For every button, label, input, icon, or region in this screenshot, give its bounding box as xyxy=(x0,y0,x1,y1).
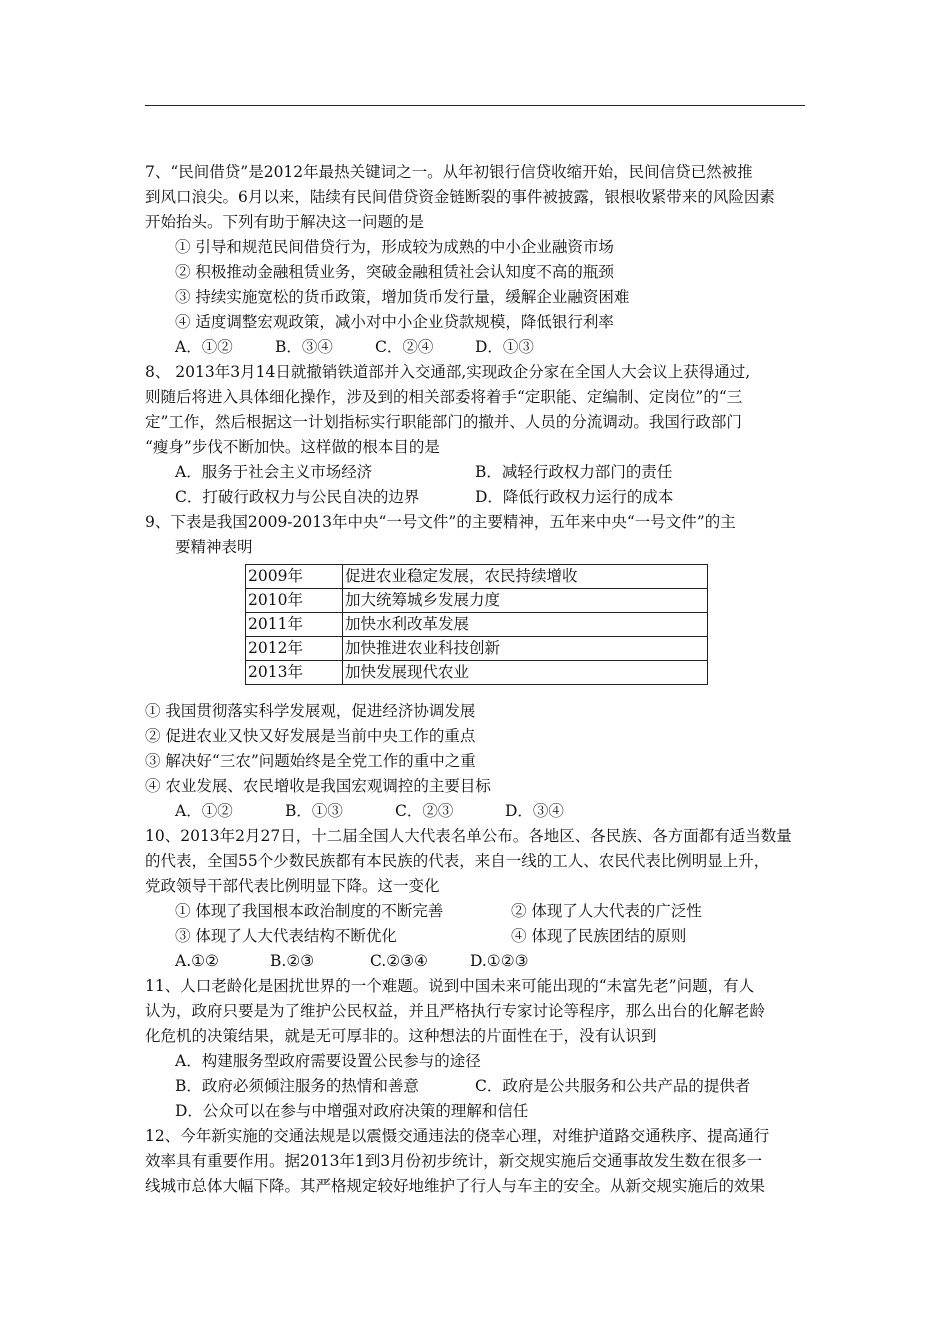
question-11 xyxy=(145,974,815,1124)
question-text: 效率具有重要作用。据2013年1到3月份初步统计，新交规实施后交通事故发生数在很多一 xyxy=(145,1152,763,1170)
table-cell-text: 促进农业稳定发展，农民持续增收 xyxy=(343,565,708,589)
table-cell-year: 2009年 xyxy=(246,565,343,589)
option-item: ④ 农业发展、农民增收是我国宏观调控的主要目标 xyxy=(145,777,491,795)
table-cell-text: 加大统筹城乡发展力度 xyxy=(343,589,708,613)
question-text: 定”工作，然后根据这一计划指标实行职能部门的撤并、人员的分流调动。我国行政部门 xyxy=(145,413,742,431)
question-7 xyxy=(145,160,815,360)
choice-d: D.①②③ xyxy=(470,952,529,970)
question-text: 10、2013年2月27日，十二届全国人大代表名单公布。各地区、各民族、各方面都有适当数量 xyxy=(145,827,792,845)
question-text: 的代表，全国55个少数民族都有本民族的代表，来自一线的工人、农民代表比例明显上升， xyxy=(145,852,770,870)
choice-c: C．政府是公共服务和公共产品的提供者 xyxy=(475,1077,751,1095)
question-text: 8、 2013年3月14日就撤销铁道部并入交通部,实现政企分家在全国人大会议上获得通过, xyxy=(145,363,751,381)
option-row xyxy=(145,899,815,924)
option-item: ④ 体现了民族团结的原则 xyxy=(511,927,687,945)
option-item: ② 积极推动金融租赁业务，突破金融租赁社会认知度不高的瓶颈 xyxy=(175,263,614,281)
question-text: 到风口浪尖。6月以来，陆续有民间借贷资金链断裂的事件被披露，银根收紧带来的风险因素 xyxy=(145,188,775,206)
table-row xyxy=(246,613,708,637)
question-text: 11、人口老龄化是困扰世界的一个难题。说到中国未来可能出现的“未富先老”问题，有人 xyxy=(145,977,755,995)
choice-b: B.②③ xyxy=(270,952,315,970)
table-cell-text: 加快推进农业科技创新 xyxy=(343,637,708,661)
table-cell-year: 2011年 xyxy=(246,613,343,637)
choice-b: B．减轻行政权力部门的责任 xyxy=(475,463,673,481)
choice-d: D．降低行政权力运行的成本 xyxy=(475,488,674,506)
policy-table xyxy=(245,564,708,685)
question-text: 开始抬头。下列有助于解决这一问题的是 xyxy=(145,213,425,231)
option-item: ③ 解决好“三农”问题始终是全党工作的重中之重 xyxy=(145,752,476,770)
table-row xyxy=(246,637,708,661)
option-item: ① 体现了我国根本政治制度的不断完善 xyxy=(175,902,444,920)
option-item: ③ 持续实施宽松的货币政策，增加货币发行量，缓解企业融资困难 xyxy=(175,288,630,306)
option-item: ② 体现了人大代表的广泛性 xyxy=(511,902,702,920)
question-9 xyxy=(145,510,815,824)
table-cell-text: 加快水利改革发展 xyxy=(343,613,708,637)
choice-a: A.①② xyxy=(175,952,219,970)
question-10 xyxy=(145,824,815,974)
answer-choices xyxy=(145,1074,815,1099)
choice-c: C.②③④ xyxy=(370,952,428,970)
answer-choices xyxy=(145,460,815,485)
option-item: ③ 体现了人大代表结构不断优化 xyxy=(175,927,397,945)
option-item: ① 引导和规范民间借贷行为，形成较为成熟的中小企业融资市场 xyxy=(175,238,614,256)
table-cell-year: 2012年 xyxy=(246,637,343,661)
answer-choices xyxy=(145,335,815,360)
choice-a: A．服务于社会主义市场经济 xyxy=(175,463,373,481)
choice-d: D．公众可以在参与中增强对政府决策的理解和信任 xyxy=(175,1102,529,1120)
question-text: 7、“民间借贷”是2012年最热关键词之一。从年初银行信贷收缩开始，民间信贷已然被推 xyxy=(145,163,753,181)
question-text: 要精神表明 xyxy=(175,538,253,556)
question-text: 线城市总体大幅下降。其严格规定较好地维护了行人与车主的安全。从新交规实施后的效果 xyxy=(145,1177,766,1195)
table-cell-year: 2013年 xyxy=(246,661,343,685)
choice-c: C．②③ xyxy=(395,802,454,820)
table-row xyxy=(246,661,708,685)
question-text: 12、今年新实施的交通法规是以震慑交通违法的侥幸心理，对维护道路交通秩序、提高通行 xyxy=(145,1127,770,1145)
choice-a: A．①② xyxy=(175,802,233,820)
question-text: 认为，政府只要是为了维护公民权益，并且严格执行专家讨论等程序，那么出台的化解老龄 xyxy=(145,1002,766,1020)
question-8 xyxy=(145,360,815,510)
header-rule xyxy=(145,105,805,106)
question-text: 化危机的决策结果，就是无可厚非的。这种想法的片面性在于，没有认识到 xyxy=(145,1027,657,1045)
option-item: ① 我国贯彻落实科学发展观，促进经济协调发展 xyxy=(145,702,476,720)
choice-a: A．①② xyxy=(175,338,233,356)
exam-page xyxy=(145,160,815,1199)
choice-b: B．政府必须倾注服务的热情和善意 xyxy=(175,1077,419,1095)
option-item: ② 促进农业又快又好发展是当前中央工作的重点 xyxy=(145,727,476,745)
question-text: “瘦身”步伐不断加快。这样做的根本目的是 xyxy=(145,438,440,456)
table-row xyxy=(246,565,708,589)
choice-b: B．③④ xyxy=(275,338,333,356)
choice-a: A．构建服务型政府需要设置公民参与的途径 xyxy=(175,1052,481,1070)
answer-choices xyxy=(145,949,815,974)
answer-choices xyxy=(145,485,815,510)
choice-d: D．③④ xyxy=(505,802,564,820)
option-item: ④ 适度调整宏观政策，减小对中小企业贷款规模，降低银行利率 xyxy=(175,313,614,331)
table-cell-text: 加快发展现代农业 xyxy=(343,661,708,685)
table-row xyxy=(246,589,708,613)
table-cell-year: 2010年 xyxy=(246,589,343,613)
option-row xyxy=(145,924,815,949)
choice-c: C．②④ xyxy=(375,338,434,356)
choice-d: D．①③ xyxy=(475,338,534,356)
question-text: 党政领导干部代表比例明显下降。这一变化 xyxy=(145,877,440,895)
choice-b: B．①③ xyxy=(285,802,343,820)
question-12 xyxy=(145,1124,815,1199)
choice-c: C．打破行政权力与公民自决的边界 xyxy=(175,488,420,506)
question-text: 则随后将进入具体细化操作，涉及到的相关部委将着手“定职能、定编制、定岗位”的“三 xyxy=(145,388,743,406)
answer-choices xyxy=(145,799,815,824)
question-text: 9、下表是我国2009-2013年中央“一号文件”的主要精神，五年来中央“一号文件”的主 xyxy=(145,513,736,531)
